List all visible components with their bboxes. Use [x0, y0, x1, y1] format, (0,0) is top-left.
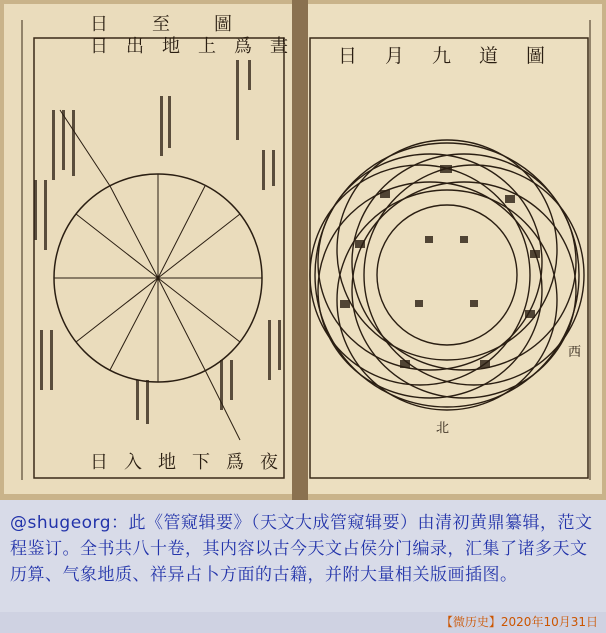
compass-north: 北: [436, 421, 450, 436]
left-top-label: 日出地上爲晝: [90, 36, 306, 57]
compass-west: 西: [568, 345, 582, 360]
footer-date: 【微历史】2020年10月31日: [440, 615, 598, 629]
left-header: 日至圖: [90, 14, 276, 35]
caption-box: [0, 500, 606, 612]
caption-text: @shugeorg：此《管窥辑要》（天文大成管窥辑要）由清初黄鼎纂辑，范文程鉴订。全书共八十卷，其内容以古今天文占侯分门编录，汇集了诸多天文历算、气象地质、祥异占卜方面的古籍，并附大量相关版画插图。: [10, 513, 593, 585]
left-bottom-label: 日入地下爲夜: [90, 452, 294, 473]
right-header: 日月九道圖: [338, 45, 574, 67]
book-spine: [292, 0, 308, 500]
footer-bar: [0, 612, 606, 633]
